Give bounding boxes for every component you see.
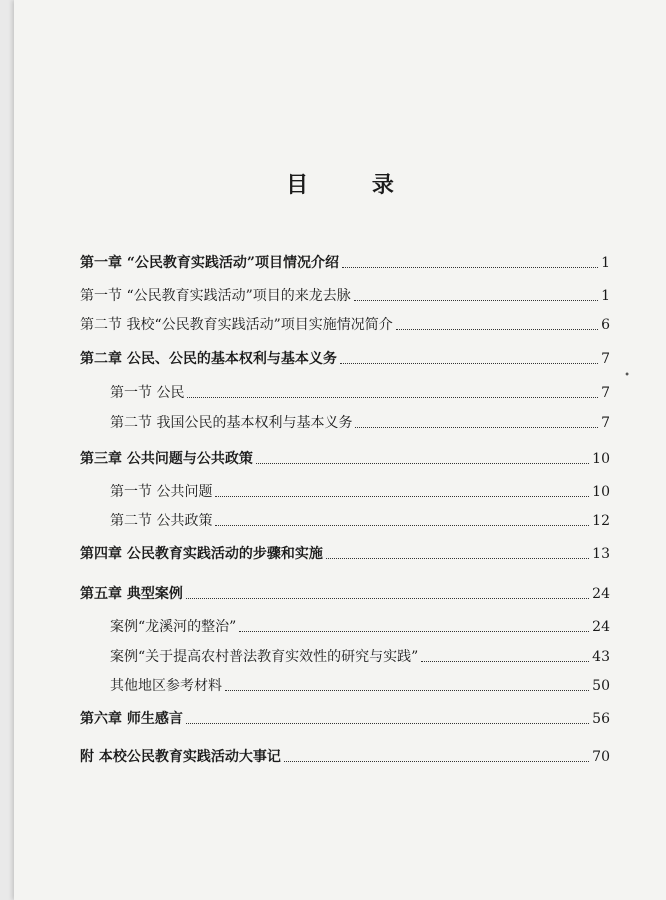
toc-entry[interactable] [80, 350, 610, 368]
toc-entry-page: 7 [601, 385, 610, 401]
toc-entry[interactable] [110, 677, 610, 695]
dot-leader [239, 630, 589, 632]
document-page [14, 0, 666, 900]
dot-leader [215, 524, 589, 526]
toc-entry-page: 13 [592, 546, 610, 562]
toc-entry-label: 第三章 公共问题与公共政策 [80, 451, 253, 467]
toc-entry[interactable] [110, 414, 610, 432]
toc-entry-page: 6 [601, 317, 610, 333]
toc-entry-label: 其他地区参考材料 [110, 678, 222, 694]
dot-leader [342, 266, 598, 268]
dot-leader [256, 462, 589, 464]
toc-entry[interactable] [80, 545, 610, 563]
scan-speck: • [624, 370, 630, 381]
toc-entry-page: 43 [592, 649, 610, 665]
toc-entry-label: 第二章 公民、公民的基本权利与基本义务 [80, 351, 337, 367]
dot-leader [187, 396, 598, 398]
toc-entry[interactable] [80, 316, 610, 334]
toc-entry-label: 第四章 公民教育实践活动的步骤和实施 [80, 546, 323, 562]
toc-entry-page: 7 [601, 351, 610, 367]
toc-entry-page: 10 [592, 484, 610, 500]
toc-entry-page: 24 [592, 619, 610, 635]
dot-leader [225, 689, 589, 691]
dot-leader [215, 495, 589, 497]
toc-entry-page: 70 [592, 749, 610, 765]
toc-entry-page: 50 [592, 678, 610, 694]
dot-leader [396, 328, 598, 330]
toc-entry-page: 24 [592, 586, 610, 602]
toc-entry-label: 第二节 我国公民的基本权利与基本义务 [110, 415, 353, 431]
toc-entry-page: 1 [601, 255, 610, 271]
toc-entry-label: 第二节 我校“公民教育实践活动”项目实施情况简介 [80, 317, 393, 333]
toc-entry-label: 案例“龙溪河的整治” [110, 619, 237, 635]
table-of-contents [14, 0, 666, 900]
toc-entry[interactable] [80, 254, 610, 272]
toc-entry-label: 第一章 “公民教育实践活动”项目情况介绍 [80, 255, 339, 271]
dot-leader [355, 426, 598, 428]
toc-entry-label: 第一节 公民 [110, 385, 185, 401]
toc-entry-label: 第五章 典型案例 [80, 586, 183, 602]
toc-entry[interactable] [110, 618, 610, 636]
dot-leader [186, 722, 589, 724]
toc-entry-page: 56 [592, 711, 610, 727]
dot-leader [326, 557, 589, 559]
toc-entry[interactable] [110, 384, 610, 402]
toc-entry-label: 第二节 公共政策 [110, 513, 213, 529]
dot-leader [340, 362, 598, 364]
toc-entry-page: 10 [592, 451, 610, 467]
toc-entry-label: 案例“关于提高农村普法教育实效性的研究与实践” [110, 649, 419, 665]
toc-entry-page: 7 [601, 415, 610, 431]
toc-entry[interactable] [110, 512, 610, 530]
dot-leader [186, 597, 589, 599]
toc-entry[interactable] [80, 287, 610, 305]
toc-entry-label: 第一节 公共问题 [110, 484, 213, 500]
dot-leader [284, 760, 589, 762]
dot-leader [421, 660, 589, 662]
toc-entry-page: 12 [592, 513, 610, 529]
toc-entry[interactable] [110, 648, 610, 666]
toc-entry-label: 第一节 “公民教育实践活动”项目的来龙去脉 [80, 288, 351, 304]
toc-entry-page: 1 [601, 288, 610, 304]
toc-entry-label: 第六章 师生感言 [80, 711, 183, 727]
dot-leader [354, 299, 598, 301]
toc-entry[interactable] [110, 483, 610, 501]
toc-entry[interactable] [80, 748, 610, 766]
toc-title: 目 录 [286, 172, 422, 198]
toc-entry[interactable] [80, 585, 610, 603]
toc-entry-label: 附 本校公民教育实践活动大事记 [80, 749, 281, 765]
toc-entry[interactable] [80, 710, 610, 728]
toc-entry[interactable] [80, 450, 610, 468]
